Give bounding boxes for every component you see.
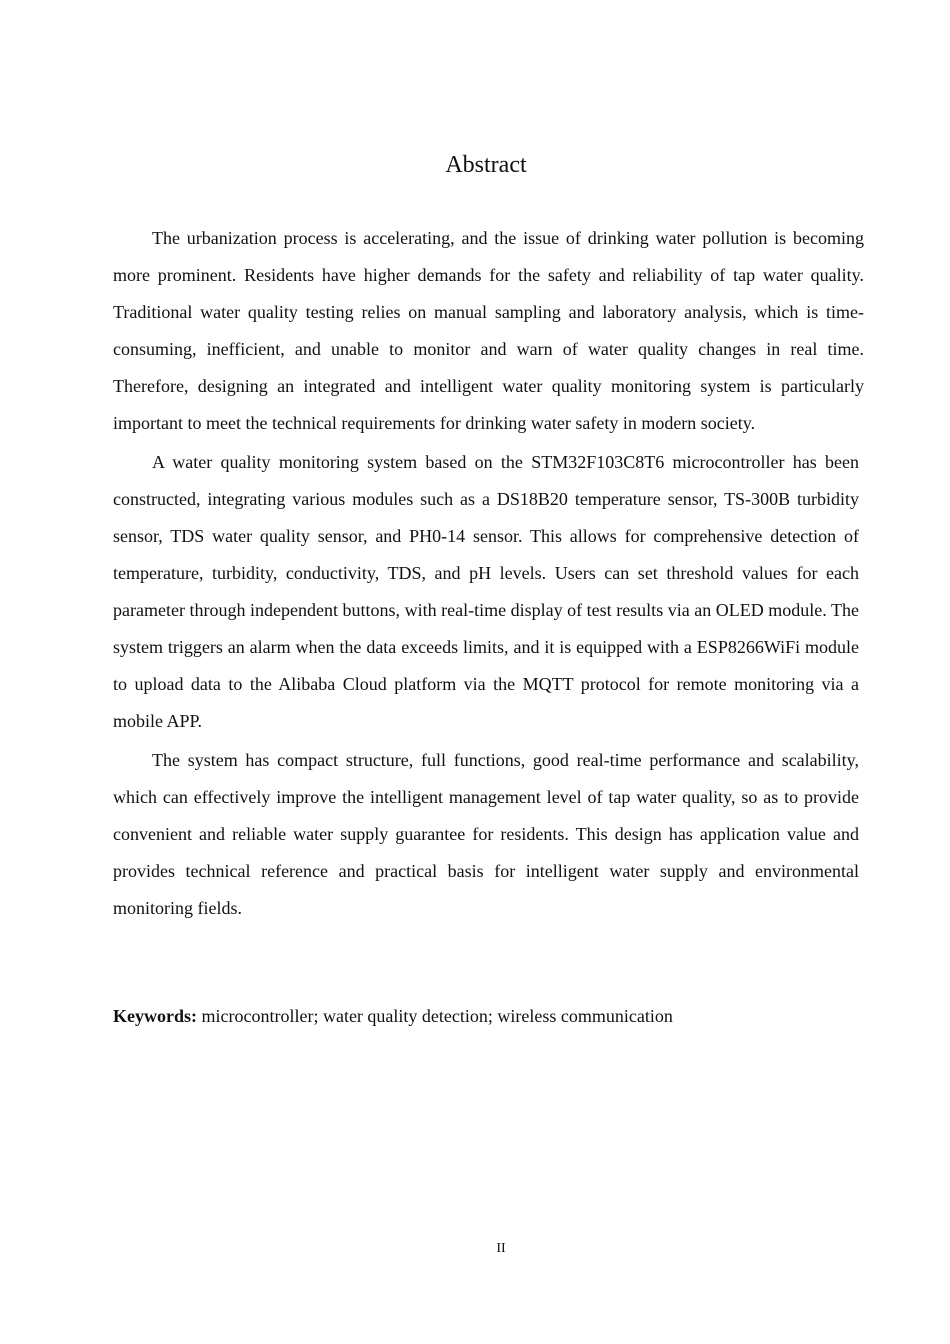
keywords-line xyxy=(113,1000,673,1032)
keywords-text: microcontroller; water quality detection; wireless communication xyxy=(197,1006,673,1026)
abstract-paragraph-2: A water quality monitoring system based on the STM32F103C8T6 microcontroller has been constructed, integrating various modules such as a DS18B20 temperature sensor, TS-300B turbidity sensor, TDS water quality sensor, and PH0-14 sensor. This allows for comprehensive detection of temperature, turbidity, conductivity, TDS, and pH levels. Users can set threshold values for each parameter through independent buttons, with real-time display of test results via an OLED module. The system triggers an alarm when the data exceeds limits, and it is equipped with a ESP8266WiFi module to upload data to the Alibaba Cloud platform via the MQTT protocol for remote monitoring via a mobile APP. xyxy=(113,452,859,731)
abstract-paragraph-1: The urbanization process is accelerating, and the issue of drinking water pollution is becoming more prominent. Residents have higher demands for the safety and reliability of tap water quality. Traditional water quality testing relies on manual sampling and laboratory analysis, which is time-consuming, inefficient, and unable to monitor and warn of water quality changes in real time. Therefore, designing an integrated and intelligent water quality monitoring system is particularly important to meet the technical requirements for drinking water safety in modern society. xyxy=(113,228,864,433)
page-number: II xyxy=(496,1241,506,1256)
abstract-title: Abstract xyxy=(445,152,527,178)
keywords-label: Keywords: xyxy=(113,1006,197,1026)
abstract-paragraph-3: The system has compact structure, full functions, good real-time performance and scalability, which can effectively improve the intelligent management level of tap water quality, so as to provide convenient and reliable water supply guarantee for residents. This design has application value and provides technical reference and practical basis for intelligent water supply and environmental monitoring fields. xyxy=(113,750,859,918)
abstract-body xyxy=(113,220,864,929)
